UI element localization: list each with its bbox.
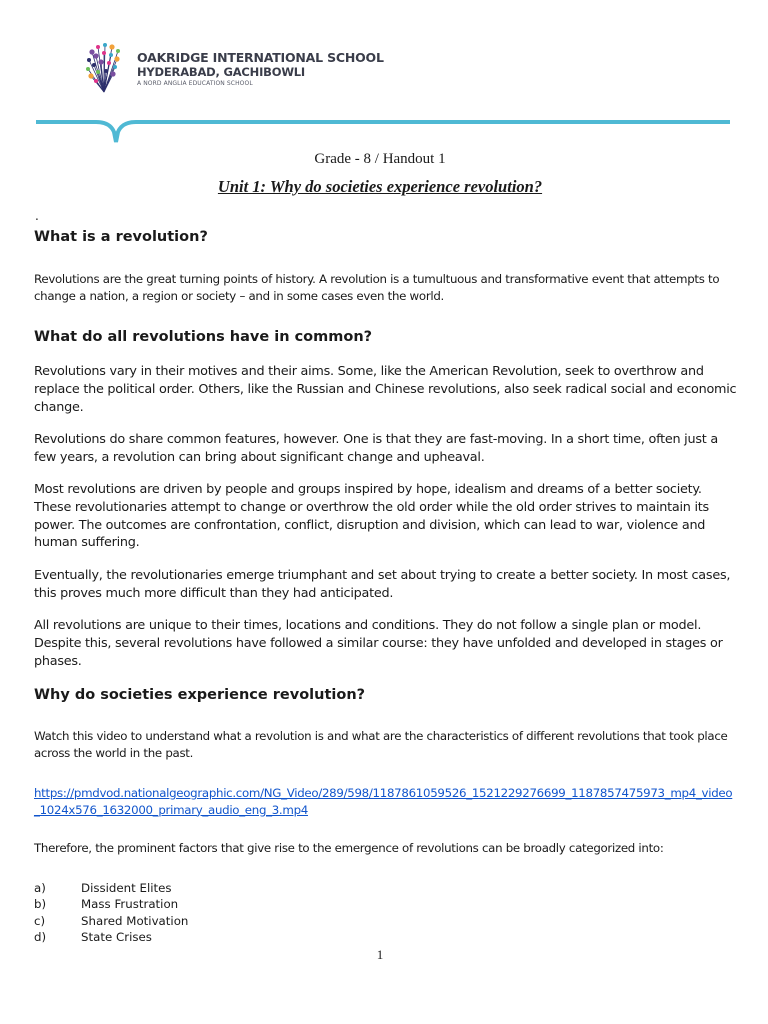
page-number: 1 xyxy=(376,947,384,962)
section-paragraph: Most revolutions are driven by people and groups inspired by hope, idealism and dreams of a better society. These revolutionaries attempt to change or overthrow the old order while the old order strives to maintain its power. The outcomes are confrontation, conflict, disruption and division, which can lead to war, violence and human suffering. xyxy=(34,482,709,551)
section-paragraph: Revolutions are the great turning points of history. A revolution is a tumultuous and transformative event that attempts to change a nation, a region or society – and in some cases even the world. xyxy=(34,272,720,303)
section-paragraph: Revolutions do share common features, however. One is that they are fast-moving. In a short time, often just a few years, a revolution can bring about significant change and upheaval. xyxy=(34,432,718,465)
list-marker: b) xyxy=(34,897,47,912)
list-item-text: Mass Frustration xyxy=(81,897,179,912)
logo-dot xyxy=(93,53,98,58)
section-paragraph: Revolutions vary in their motives and their aims. Some, like the American Revolution, seek to overthrow and replace the political order. Others, like the Russian and Chinese revolutions, also seek radical social and economic change. xyxy=(34,364,737,415)
logo-dot xyxy=(109,53,113,57)
header-divider xyxy=(36,112,730,152)
logo-dot xyxy=(86,67,90,71)
section-paragraph: All revolutions are unique to their times, locations and conditions. They do not follow a single plan or model. Despite this, several revolutions have followed a similar course: they have unfolded and developed in stages or phases. xyxy=(34,618,723,669)
school-name: OAKRIDGE INTERNATIONAL SCHOOL xyxy=(137,50,384,65)
logo-dot xyxy=(98,59,103,64)
logo-dot xyxy=(94,79,98,83)
unit-title: Unit 1: Why do societies experience revolution? xyxy=(217,177,543,196)
section-heading-why: Why do societies experience revolution? xyxy=(34,687,366,703)
logo-dot xyxy=(96,45,100,49)
section-paragraph: Eventually, the revolutionaries emerge triumphant and set about trying to create a better society. In most cases, this proves much more difficult than they had anticipated. xyxy=(34,568,731,601)
logo-dot xyxy=(102,51,106,55)
logo-dot xyxy=(104,69,108,73)
factors-intro: Therefore, the prominent factors that give rise to the emergence of revolutions can be broadly categorized into: xyxy=(34,841,664,855)
list-item-text: Shared Motivation xyxy=(81,913,189,928)
logo-dot xyxy=(113,65,117,69)
logo-dot xyxy=(109,44,114,49)
list-marker: c) xyxy=(34,913,46,928)
logo-dot xyxy=(107,61,111,65)
school-logo xyxy=(84,42,384,98)
list-marker: a) xyxy=(34,881,46,895)
section-heading-common: What do all revolutions have in common? xyxy=(34,329,373,345)
logo-dot xyxy=(92,63,96,67)
logo-dot xyxy=(110,71,115,76)
logo-dot xyxy=(116,49,120,53)
logo-dot xyxy=(87,58,91,62)
section-heading-what-is-revolution: What is a revolution? xyxy=(34,229,208,245)
list-marker: d) xyxy=(34,929,47,944)
video-link[interactable]: https://pmdvod.nationalgeographic.com/NG_Video/289/598/1187861059526_1521229276699_1187857475973_mp4_video_1024x576_1632000_primary_audio_eng_3.mp4 xyxy=(34,786,733,817)
logo-dot xyxy=(88,73,93,78)
school-location: HYDERABAD, GACHIBOWLI xyxy=(137,65,306,79)
logo-dot xyxy=(103,43,107,47)
section-paragraph: Watch this video to understand what a revolution is and what are the characteristics of different revolutions that took place across the world in the past. xyxy=(34,729,728,760)
logo-emblem-icon xyxy=(84,42,136,98)
stray-dot: . xyxy=(35,209,39,223)
school-tagline: A NORD ANGLIA EDUCATION SCHOOL xyxy=(137,80,253,87)
grade-line: Grade - 8 / Handout 1 xyxy=(314,151,446,167)
logo-dot xyxy=(96,70,100,74)
logo-dot xyxy=(89,49,94,54)
list-item-text: State Crises xyxy=(81,929,152,944)
list-item-text: Dissident Elites xyxy=(81,881,172,895)
logo-dot xyxy=(114,56,119,61)
